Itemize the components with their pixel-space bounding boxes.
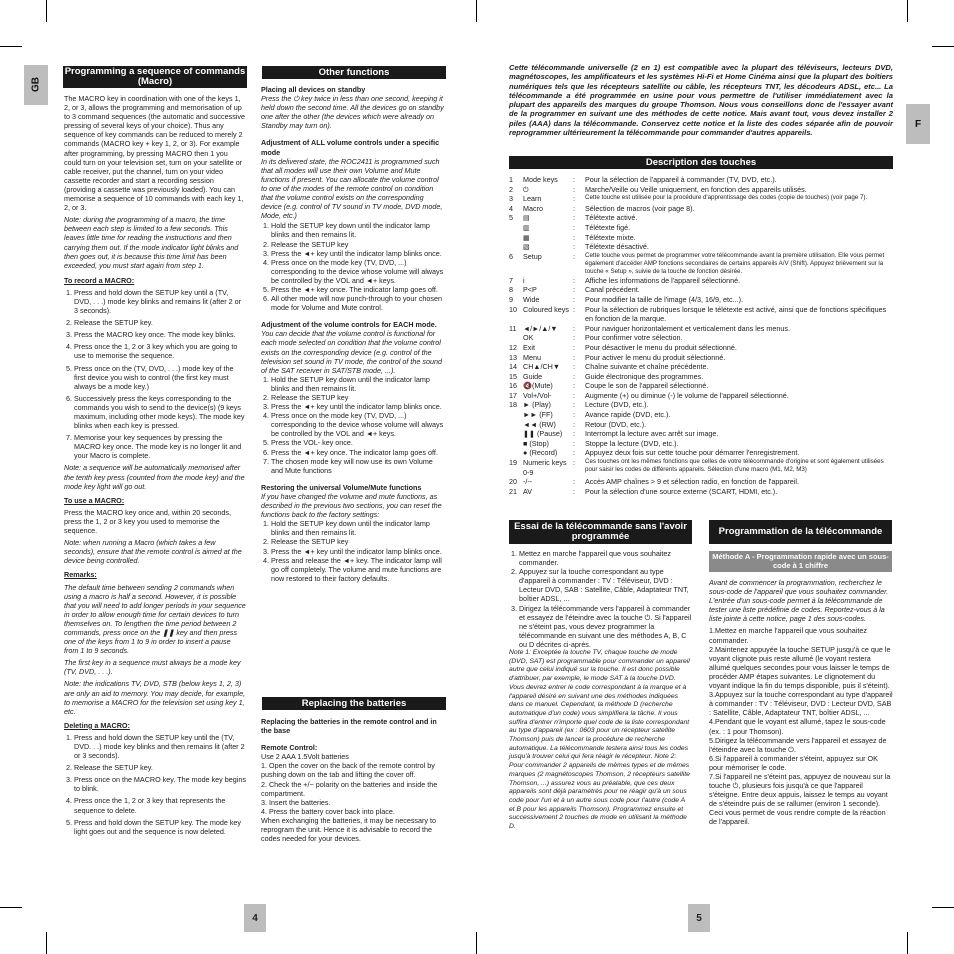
batteries-line: 1. Open the cover on the back of the remote control by pushing down on the tab and lifting the cover off. (261, 761, 435, 780)
key-number (509, 420, 523, 430)
key-name: Setup (523, 251, 542, 261)
method-a-step: 7.Si l'appareil ne s'éteint pas, appuyez de nouveau sur la touche ⏻, plusieurs fois jusqu'à ce que l'appareil s'éteigne. Entre deux appuis, laissez le temps au voyant de s'éteindre puis de se rallumer (environ 1 seconde). Ceci vous permet de vous rendre compte de la réaction de l'appareil. (709, 771, 891, 827)
key-description: Pour la sélection de l'appareil à commander (TV, DVD, etc.). (585, 175, 777, 184)
list-item: 1. Mettez en marche l'appareil que vous souhaitez commander. (519, 549, 692, 567)
key-name: Menu (523, 352, 541, 362)
column-macro (64, 94, 246, 839)
language-tab-f: F (906, 104, 930, 144)
remote-control-title: Remote Control: (261, 743, 318, 753)
crop-mark (907, 0, 908, 22)
column-batteries (261, 717, 445, 843)
column-method-a (709, 578, 893, 827)
section-header-batteries: Replacing the batteries (262, 697, 446, 710)
key-description: Avance rapide (DVD, etc.). (585, 410, 671, 420)
list-item: 3. Press the ◄+ key until the indicator lamp blinks once. (271, 402, 445, 411)
list-item: 4. Press once the 1, 2 or 3 key that represents the sequence to delete. (74, 796, 246, 814)
key-number: 7 (509, 275, 513, 285)
list-item: 6. Successively press the keys corresponding to the commands you wish to send to the device(s) (9 keys maximum, including other mode keys). The mode key blinks when each key is pressed. (74, 394, 246, 430)
adj-all-text: In its delivered state, the ROC2411 is programmed such that all modes will use their own Volume and Mute functions if present. You can allocate the volume control to one of the modes of the remote control on condition that the volume control exists on the corresponding device (e.g. control of TV sound in TV mode, DVD mode, Mode, etc.) (261, 156, 443, 221)
key-name: Vol+/Vol- (523, 390, 552, 400)
key-number: 9 (509, 294, 513, 304)
key-colon: : (573, 438, 575, 448)
key-name: Learn (523, 194, 542, 204)
key-number (509, 429, 523, 439)
delete-steps (64, 733, 246, 836)
essai-note: Note 1: Exceptée la touche TV, chaque touche de mode (DVD, SAT) est programmable pour commander un appareil autre que celui indiqué sur la touche. Il est donc possible d'attribuer, par exemple, le mode SAT à la touche DVD. Vous devrez entrer le code correspondant à la marque et à l'appareil désiré en suivant une des méthodes indiquées dans ce manuel. Cependant, la méthode D (recherche automatique d'un code) vous simplifiera la tâche. Il vous suffira d'entrer n'importe quel code de la liste correspondant au type d'appareil (ex : 0603 pour un récepteur satellite Thomson) puis de lancer la procédure de recherche automatique. La télécommande testera ainsi tous les codes jusqu'à trouver celui qui fera réagir le récepteur. Note 2: Pour commander 2 appareils de mêmes types et de mêmes marques (2 magnétoscopes Thomson, 2 récepteurs satellite Thomson, ...) assurez vous au préalable, que ces deux appareils sont déjà paramétrés pour ne réagir qu'à un sous code pour l'un et à un autre sous code pour l'autre (code A et B pour les appareils Thomson). Programmez ensuite et successivement 2 touches de mode en utilisant la méthode D. (509, 649, 690, 831)
key-colon: : (573, 232, 575, 242)
french-intro: Cette télécommande universelle (2 en 1) est compatible avec la plupart des téléviseurs, lecteurs DVD, magnétoscopes, les amplificateurs et les systèmes Hi-Fi et Home Cinéma ainsi que la plupart des boîtiers numériques tels que les récepteurs satellite ou câble, les récepteurs TNT, les décodeurs ADSL, etc... La télécommande a été programmée en usine pour vous permettre de l'utiliser immédiatement avec la plupart des appareils des marques du groupe Thomson. Nous vous conseillons donc de l'essayer avant de la programmer en suivant une des méthodes de cette notice. Mais avant tout, vous devez installer 2 piles (AAA) dans la télécommande. Conservez cette notice et la liste des codes séparée afin de pouvoir reprogrammer ultérieurement la télécommande pour commander d'autres appareils. (509, 63, 893, 138)
list-item: 6. All other mode will now punch-through to your chosen mode for Volume and Mute control. (271, 294, 445, 312)
list-item: 1. Press and hold down the SETUP key until the (TV, DVD. . .) mode key blinks and then remains lit (after 2 or 3 seconds). (74, 733, 246, 760)
placing-text: Press the ⏻ key twice in less than one second, keeping it held down the second time. All the devices go on standby one after the other (the devices which were already on Standby may turn on). (261, 94, 444, 131)
key-description: Appuyez deux fois sur cette touche pour démarrer l'enregistrement. (585, 448, 800, 458)
key-description: Marche/Veille ou Veille uniquement, en fonction des appareils utilisés. (585, 184, 807, 194)
method-a-intro: Avant de commencer la programmation, recherchez le sous-code de l'appareil que vous souhaitez commander. L'entrée d'un sous-code permet à la télécommande de tester une liste prédéfinie de codes. Reportez-vous à la liste jointe à cette notice, page 1 des sous-codes. (709, 578, 889, 624)
key-number: 17 (509, 390, 517, 400)
key-row (509, 439, 895, 449)
key-colon: : (573, 419, 575, 429)
key-name: ▧ (523, 242, 530, 252)
key-colon: : (573, 304, 575, 314)
key-row (509, 400, 895, 410)
essai-steps (509, 549, 692, 649)
key-description: Pour désactiver le menu du produit sélectionné. (585, 342, 737, 352)
method-a-step: 4.Pendant que le voyant est allumé, tapez le sous-code (ex. : 1 pour Thomson). (709, 717, 886, 736)
key-description: Interrompt la lecture avec arrêt sur image. (585, 429, 719, 439)
key-name: P<P (523, 285, 537, 295)
method-a-step: 6.Si l'appareil à commander s'éteint, appuyez sur OK pour mémoriser le code. (709, 753, 878, 772)
key-description: Télétexte figé. (585, 222, 631, 232)
key-number: 4 (509, 203, 513, 213)
key-colon: : (573, 194, 575, 204)
method-a-step: 2.Maintenez appuyée la touche SETUP jusqu'à ce que le voyant clignote puis reste allumé (le voyant restera allumé quelques secondes pour vous laisser le temps de procéder AMP étapes suivantes. Le clignotement du voyant indique la fin du temps disponible, puis il s'éteint). (709, 644, 891, 691)
key-row (509, 362, 895, 372)
crop-mark (932, 46, 954, 47)
adj-each-title: Adjustment of the volume controls for EACH mode. (261, 320, 437, 330)
record-steps (64, 288, 246, 461)
batteries-line: 3. Insert the batteries. (261, 797, 331, 807)
record-title: To record a MACRO: (64, 275, 135, 285)
key-name: ❚❚ (Pause) (523, 429, 563, 439)
crop-mark (932, 907, 954, 908)
list-item: 3. Dirigez la télécommande vers l'appareil à commander et essayez de l'éteindre avec la touche ⏻. Si l'appareil ne s'éteint pas, vous devez programmer la télécommande en suivant une des méthodes A, B, C ou D décrites ci-après. (519, 604, 692, 649)
key-row (509, 333, 895, 343)
column-essai (509, 549, 692, 835)
list-item: 1. Hold the SETUP key down until the indicator lamp blinks and then remains lit. (271, 519, 445, 537)
batteries-title: Replacing the batteries in the remote control and in the base (261, 717, 437, 736)
key-name: -/-- (523, 477, 533, 487)
list-item: 1. Press and hold down the SETUP key until a (TV, DVD, . . .) mode key blinks and remains lit (after 2 or 3 seconds). (74, 288, 246, 315)
key-description: Sélection de macros (voir page 8). (585, 203, 695, 213)
key-description: Accès AMP chaînes > 9 et sélection radio, en fonction de l'appareil. (585, 477, 799, 487)
restore-title: Restoring the universal Volume/Mute functions (261, 482, 422, 492)
key-colon: : (573, 477, 575, 487)
key-row (509, 372, 895, 382)
key-number (509, 333, 523, 343)
key-colon: : (573, 184, 575, 194)
key-number (509, 233, 523, 243)
column-other-functions (261, 85, 445, 583)
key-name: 🔇(Mute) (523, 381, 553, 391)
list-item: 3. Press the MACRO key once. The mode key blinks. (74, 330, 246, 339)
key-row (509, 213, 895, 223)
adj-each-steps (261, 375, 445, 475)
key-name: ▤ (523, 213, 530, 223)
key-number: 11 (509, 323, 517, 333)
key-name: Exit (523, 342, 535, 352)
key-row (509, 458, 895, 477)
key-row (509, 420, 895, 430)
key-number: 20 (509, 477, 517, 487)
list-item: 2. Release the SETUP key (271, 393, 445, 402)
key-name: ■ (Stop) (523, 438, 549, 448)
key-name: ◄/►/▲/▼ (523, 323, 558, 333)
key-description: Guide électronique des programmes. (585, 371, 704, 381)
key-row (509, 194, 895, 204)
list-item: 2. Release the SETUP key. (74, 763, 246, 772)
key-name: Coloured keys (523, 304, 569, 314)
key-colon: : (573, 333, 575, 343)
key-row (509, 175, 895, 185)
key-number: 21 (509, 486, 517, 496)
key-colon: : (573, 323, 575, 333)
key-row (509, 276, 895, 286)
key-name: Numeric keys 0-9 (523, 458, 567, 477)
key-description: Affiche les informations de l'appareil sélectionné. (585, 275, 741, 285)
key-number (509, 223, 523, 233)
language-tab-gb: GB (24, 65, 48, 105)
adj-all-title: Adjustment of ALL volume controls under a specific mode (261, 138, 440, 157)
key-name: ◄◄ (RW) (523, 419, 556, 429)
key-colon: : (573, 390, 575, 400)
list-item: 4. Press once the 1, 2 or 3 key which you are going to use to memorise the sequence. (74, 342, 246, 360)
list-item: 5. Press and hold down the SETUP key. The mode key light goes out and the sequence is now deleted. (74, 818, 246, 836)
key-name: ▥ (523, 222, 530, 232)
key-description: Télétexte activé. (585, 213, 638, 223)
key-description: Pour activer le menu du produit sélectionné. (585, 352, 726, 362)
key-row (509, 448, 895, 458)
key-colon: : (573, 410, 575, 420)
method-a-banner: Méthode A - Programmation rapide avec un sous-code à 1 chiffre (709, 551, 892, 572)
list-item: 7. Memorise your key sequences by pressing the MACRO key once. The mode key is no longer lit and your Macro is complete. (74, 433, 246, 460)
key-row (509, 429, 895, 439)
key-number: 5 (509, 213, 513, 223)
key-name: i (523, 275, 525, 285)
key-description: Télétexte mixte. (585, 232, 636, 242)
key-number: 14 (509, 362, 517, 372)
crop-mark (0, 907, 22, 908)
list-item: 1. Hold the SETUP key down until the indicator lamp blinks and then remains lit. (271, 221, 445, 239)
method-a-step: 5.Dirigez la télécommande vers l'appareil et essayez de l'éteindre avec la touche ⏻. (709, 735, 887, 754)
macro-intro: The MACRO key in coordination with one of the keys 1, 2, or 3, allows the programming and memorisation of up to 3 command sequences (the automatic and successive pressing of several keys of your choice). Thus any sequence of key commands can be reduced to merely 2 commands (MACRO key + key 1, 2, or 3). For example after programming, by pressing MACRO then 1 you could turn on your television set, turn on your satellite or cable receiver, put the channel, turn on your video cassette recorder and start a recording session (providing a cassette was previously loaded). You can memorise a sequence of 10 commands with each key 1, 2, or 3. (64, 94, 245, 213)
key-number: 15 (509, 371, 517, 381)
key-colon: : (573, 381, 575, 391)
key-number: 2 (509, 184, 513, 194)
key-number: 3 (509, 194, 513, 204)
key-row (509, 204, 895, 214)
placing-title: Placing all devices on standby (261, 85, 366, 94)
key-description: Stoppe la lecture (DVD, etc.). (585, 438, 679, 448)
key-row (509, 343, 895, 353)
key-description: Pour la sélection d'une source externe (SCART, HDMI, etc.). (585, 486, 778, 496)
key-colon: : (573, 429, 575, 439)
key-colon: : (573, 362, 575, 372)
key-row (509, 233, 895, 243)
remark-item: The first key in a sequence must always be a mode key (TV, DVD, . . .). (64, 658, 241, 677)
batteries-line: When exchanging the batteries, it may be necessary to reprogram the unit. Hence it is advisable to record the codes needed for your devices. (261, 815, 436, 844)
list-item: 4. Press and release the ◄+ key. The indicator lamp will go off completely. The volume and mute functions are now restored to their factory defaults. (271, 556, 445, 583)
key-description: Augmente (+) ou diminue (-) le volume de l'appareil sélectionné. (585, 390, 789, 400)
key-description: Chaîne suivante et chaîne précédente. (585, 362, 709, 372)
restore-steps (261, 519, 445, 583)
section-header-macro: Programming a sequence of commands (Macro) (64, 66, 246, 87)
remark-item: The default time between sending 2 commands when using a macro is half a second. However, it is possible that you will need to add longer periods in your sequence in order to allow enough time for certain devices to turn themselves on. To lengthen the time period between 2 commands, press once on the ❚❚ key and then press one of the keys from 1 to 9 in order to insert a pause from 1 to 9 seconds. (64, 582, 246, 656)
key-description: Lecture (DVD, etc.). (585, 400, 649, 410)
fold-mark (476, 0, 477, 22)
key-colon: : (573, 203, 575, 213)
key-number (509, 242, 523, 252)
key-name: OK (523, 333, 534, 343)
key-row (509, 305, 895, 324)
key-number (509, 448, 523, 458)
key-colon: : (573, 352, 575, 362)
list-item: 3. Press the ◄+ key until the indicator lamp blinks once. (271, 249, 445, 258)
key-name: Macro (523, 203, 543, 213)
adj-each-text: You can decide that the volume control is functional for each mode selected on condition that the volume control exists on the corresponding device (e.g. control of the television set sound in TV mode, the control of the sound of the SAT receiver in SAT/STB mode, ...). (261, 329, 442, 375)
key-name: AV (523, 486, 533, 496)
section-header-other-functions: Other functions (262, 66, 446, 79)
key-name: Wide (523, 294, 540, 304)
key-description: Retour (DVD, etc.). (585, 419, 647, 429)
key-name: ⏻ (523, 184, 529, 194)
delete-title: Deleting a MACRO: (64, 720, 130, 730)
list-item: 5. Press the VOL- key once. (271, 438, 445, 447)
key-colon: : (573, 342, 575, 352)
record-note: Note: a sequence will be automatically memorised after the tenth key press (counted from the mode key) and the mode key light will go out. (64, 463, 245, 491)
list-item: 7. The chosen mode key will now use its own Volume and Mute functions (271, 457, 445, 475)
keys-table (509, 175, 895, 496)
list-item: 4. Press once on the mode key (TV, DVD, ...) corresponding to the device whose volume will always be controlled by the VOL and ◄+ keys. (271, 258, 445, 285)
batteries-line: 4. Press the battery cover back into place. (261, 806, 395, 816)
key-colon: : (573, 285, 575, 295)
key-colon: : (573, 275, 575, 285)
key-number: 6 (509, 251, 513, 261)
use-title: To use a MACRO: (64, 495, 125, 505)
key-number: 16 (509, 381, 517, 391)
key-name: CH▲/CH▼ (523, 362, 560, 372)
restore-text: If you have changed the volume and mute functions, as described in the previous two sections, you can reset the functions back to the factory settings: (261, 491, 442, 520)
key-row (509, 242, 895, 252)
page-number-left: 4 (244, 904, 266, 932)
key-row (509, 381, 895, 391)
section-header-keys: Description des touches (509, 156, 893, 169)
key-description: Télétexte désactivé. (585, 242, 649, 252)
method-a-step: 1.Mettez en marche l'appareil que vous souhaitez commander. (709, 626, 867, 645)
crop-mark (46, 0, 47, 22)
batteries-line: 2. Check the +/− polarity on the batteries and inside the compartment. (261, 779, 438, 798)
adj-all-steps (261, 221, 445, 312)
fold-mark (476, 932, 477, 954)
list-item: 6. Press the ◄+ key once. The indicator lamp goes off. (271, 448, 445, 457)
key-row (509, 223, 895, 233)
key-name: ▦ (523, 232, 530, 242)
key-number: 12 (509, 342, 517, 352)
list-item: 1. Hold the SETUP key down until the indicator lamp blinks and then remains lit. (271, 375, 445, 393)
list-item: 5. Press the ◄+ key once. The indicator lamp goes off. (271, 285, 445, 294)
key-colon: : (573, 294, 575, 304)
crop-mark (0, 46, 22, 47)
key-row (509, 285, 895, 295)
crop-mark (907, 932, 908, 954)
key-number (509, 410, 523, 420)
key-row (509, 391, 895, 401)
key-colon: : (573, 242, 575, 252)
page-number-right: 5 (688, 904, 710, 932)
macro-note: Note: during the programming of a macro, the time between each step is limited to a few seconds. This leaves little time for reading the instructions and then carrying them out. If the mode indicator light blinks and then goes out, it is because this time limit has been exceeded, you must start again from step 1. (64, 215, 239, 270)
list-item: 2. Release the SETUP key (271, 537, 445, 546)
key-description: Ces touches ont les mêmes fonctions que celles de votre télécommande d'origine et sont également utilisées pour saisir les codes de différents appareils. Sélection d'une macro (M1, M2, M3) (585, 458, 884, 474)
key-name: Mode keys (523, 175, 558, 184)
key-name: ● (Record) (523, 448, 558, 458)
key-colon: : (573, 251, 575, 261)
key-row (509, 487, 895, 497)
key-colon: : (573, 400, 575, 410)
list-item: 2. Appuyez sur la touche correspondant au type d'appareil à commander : TV : Téléviseur, DVD : Lecteur DVD, SAB : Satellite, Câble, Adaptateur TNT, boîtier ADSL, ... (519, 567, 692, 603)
key-description: Pour confirmer votre sélection. (585, 333, 683, 343)
crop-mark (46, 932, 47, 954)
key-colon: : (573, 486, 575, 496)
batteries-line: Use 2 AAA 1.5Volt batteries (261, 752, 349, 762)
key-number: 10 (509, 304, 517, 314)
key-row (509, 477, 895, 487)
use-text: Press the MACRO key once and, within 20 seconds, press the 1, 2 or 3 key you used to memorise the sequence. (64, 507, 231, 536)
key-description: Cette touche vous permet de programmer votre télécommande avant la première utilisation. Elle vous permet également d'accéder AMP fonctions secondaires de certains appareils A/V (Shift). Appuyez brièvement sur la touche « Setup », suivie de la touche de fonction désirée. (585, 251, 885, 275)
key-colon: : (573, 448, 575, 458)
key-colon: : (573, 175, 575, 184)
key-colon: : (573, 213, 575, 223)
list-item: 2. Release the SETUP key. (74, 318, 246, 327)
key-colon: : (573, 222, 575, 232)
key-number: 18 (509, 400, 517, 410)
key-name: ► (Play) (523, 400, 551, 410)
section-header-programmation: Programmation de la télécommande (709, 520, 892, 544)
key-description: Canal précédent. (585, 285, 640, 295)
key-row (509, 324, 895, 334)
list-item: 3. Press once on the MACRO key. The mode key begins to blink. (74, 775, 246, 793)
key-row (509, 353, 895, 363)
key-number: 1 (509, 175, 513, 184)
key-row (509, 185, 895, 195)
key-description: Pour modifier la taille de l'image (4/3, 16/9, etc...). (585, 294, 743, 304)
key-name: ►► (FF) (523, 410, 553, 420)
key-row (509, 410, 895, 420)
key-name: Guide (523, 371, 543, 381)
key-number: 19 (509, 458, 517, 468)
key-number (509, 439, 523, 449)
key-description: Pour la sélection de rubriques lorsque le télétexte est activé, ainsi que de fonctions spécifiques en fonction de la marque. (585, 304, 887, 324)
key-number: 13 (509, 352, 517, 362)
key-description: Cette touche est utilisée pour la procédure d'apprentissage des codes (copie de touches) (voir page 7). (585, 194, 868, 202)
use-note: Note: when running a Macro (which takes a few seconds), ensure that the remote control is aimed at the device being controlled. (64, 538, 242, 566)
key-colon: : (573, 458, 575, 468)
key-description: Pour naviguer horizontalement et verticalement dans les menus. (585, 323, 790, 333)
key-row (509, 295, 895, 305)
remarks-title: Remarks: (64, 570, 97, 580)
remark-note: Note: the indications TV, DVD, STB (below keys 1, 2, 3) are only an aid to memory. You may decide, for example, to memorise a MACRO for the television set using key 1, etc. (64, 679, 246, 716)
list-item: 2. Release the SETUP key (271, 240, 445, 249)
list-item: 3. Press the ◄+ key until the indicator lamp blinks once. (271, 547, 445, 556)
method-a-step: 3.Appuyez sur la touche correspondant au type d'appareil à commander : TV : Téléviseur, DVD : Lecteur DVD, SAB : Satellite, Câble, Adaptateur TNT, boîtier ADSL, ... (709, 690, 893, 718)
key-row (509, 252, 895, 276)
list-item: 4. Press once on the mode key (TV, DVD, ...) corresponding to the device whose volume will always be controlled by the VOL and ◄+ keys. (271, 411, 445, 438)
key-number: 8 (509, 285, 513, 295)
key-description: Coupe le son de l'appareil sélectionné. (585, 381, 709, 391)
list-item: 5. Press once on the (TV, DVD, . . .) mode key of the first device you wish to control (the first key must always be a mode key.) (74, 364, 246, 391)
section-header-essai: Essai de la télécommande sans l'avoir programmée (509, 520, 692, 544)
key-colon: : (573, 371, 575, 381)
